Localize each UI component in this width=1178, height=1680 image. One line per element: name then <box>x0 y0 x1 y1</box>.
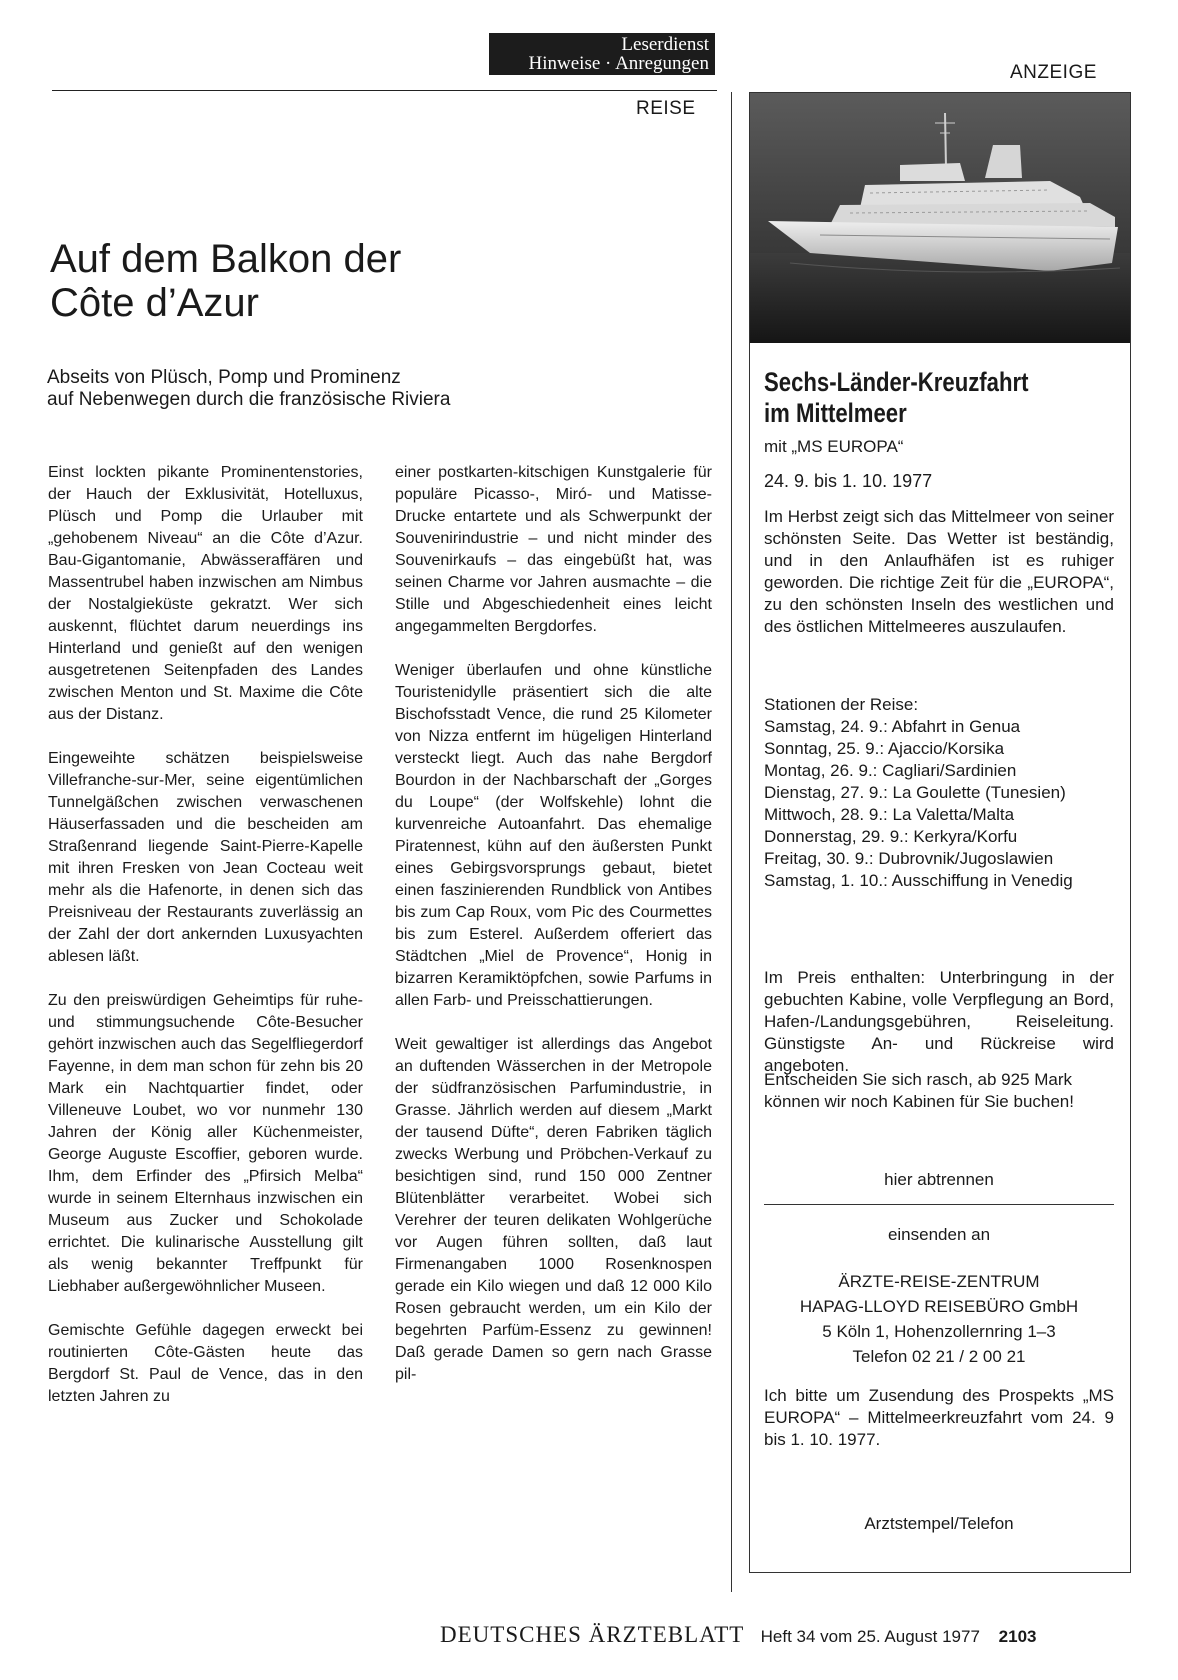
article-paragraph: Weniger überlaufen und ohne künstliche Touristenidylle präsentiert sich die alte Bischofsstadt Vence, die rund 25 Kilometer von Nizza entfernt im hügeligen Hinterland versteckt liegt. Auch das nahe Bergdorf Bourdon in der Nachbarschaft der „Gorges du Loupe“ (der Wolfskehle) lohnt die kurvenreiche Autoanfahrt. Das ehemalige Piratennest, kühn auf den äußersten Punkt eines Gebirgsvorsprungs gebaut, bietet einen faszinierenden Rundblick von Antibes bis zum Cap Roux, vom Pic des Courmettes bis zum Esterel. Außerdem offeriert das Städtchen „Miel de Provence“, Honig in bizarren Keramiktöpfchen, sowie Parfums in allen Farb- und Preisschattierungen. <box>395 662 712 1009</box>
tear-off-label: hier abtrennen <box>884 1170 994 1189</box>
ad-headline-line2: im Mittelmeer <box>764 398 907 428</box>
section-tag-line1: Leserdienst <box>621 34 709 55</box>
ad-dates: 24. 9. bis 1. 10. 1977 <box>764 471 933 491</box>
article-subtitle-line2: auf Nebenwegen durch die französische Riviera <box>47 389 451 410</box>
stamp-field-label: Arztstempel/Telefon <box>864 1514 1014 1533</box>
article-paragraph: Gemischte Gefühle dagegen erweckt bei routinierten Côte-Gästen heute das Bergdorf St. Paul de Vence, das in den letzten Jahren zu <box>48 1322 363 1405</box>
ad-intro: Im Herbst zeigt sich das Mittelmeer von seiner schönsten Seite. Das Wetter ist beständig, und in den Anlaufhäfen ist es ruhiger geworden. Die richtige Zeit für die „EUROPA“, zu den schönsten Inseln des westlichen und des östlichen Mittelmeeres auszulaufen. <box>764 507 1114 636</box>
article-column-1 <box>48 462 363 1430</box>
address-line: 5 Köln 1, Hohenzollernring 1–3 <box>822 1322 1056 1341</box>
station-item: Samstag, 1. 10.: Ausschiffung in Venedig <box>764 871 1073 890</box>
ad-ship-line: mit „MS EUROPA“ <box>764 437 904 456</box>
address-line: HAPAG-LLOYD REISEBÜRO GmbH <box>799 1297 1079 1316</box>
ad-address <box>764 1269 1114 1369</box>
station-item: Donnerstag, 29. 9.: Kerkyra/Korfu <box>764 827 1018 846</box>
article-column-2 <box>395 462 712 1408</box>
ad-headline-line1: Sechs-Länder-Kreuzfahrt <box>764 367 1029 397</box>
ad-stations <box>764 694 1116 892</box>
address-line: Telefon 02 21 / 2 00 21 <box>852 1347 1026 1366</box>
address-line: ÄRZTE-REISE-ZENTRUM <box>838 1272 1040 1291</box>
section-tag-line2: Hinweise · Anregungen <box>528 53 709 74</box>
article-paragraph: Einst lockten pikante Prominentenstories, der Hauch der Exklusivität, Hotelluxus, Plüsch und Pomp die Urlauber mit „gehobenem Niveau“ an die Côte d’Azur. Bau-Gigantomanie, Abwässeraffären und Massentrubel haben inzwischen am Nimbus der Nostalgieküste gekratzt. Wer sich auskennt, flüchtet darum neuerdings ins Hinterland und genießt auf den wenigen ausgetretenen Seitenpfaden des Landes zwischen Menton und St. Maxime die Côte aus der Distanz. <box>48 464 363 723</box>
article-paragraph: einer postkarten-kitschigen Kunstgalerie für populäre Picasso-, Miró- und Matisse-Drucke entartete und als Schwerpunkt der Souvenirindustrie – und nicht minder des Souvenirkaufs – das eingebüßt hat, was seinen Charme vor Jahren ausmachte – die Stille und Abgeschiedenheit eines leicht angegammelten Bergdorfes. <box>395 464 712 635</box>
ad-price-info: Im Preis enthalten: Unterbringung in der gebuchten Kabine, volle Verpflegung an Bord, Hafen-/Landungsgebühren, Reiseleitung. Günstigste An- und Rückreise wird angeboten. <box>764 968 1114 1075</box>
section-tag <box>489 33 715 75</box>
station-item: Mittwoch, 28. 9.: La Valetta/Malta <box>764 805 1015 824</box>
ad-stations-title: Stationen der Reise: <box>764 695 919 714</box>
ship-photo <box>750 93 1130 343</box>
brochure-request: Ich bitte um Zusendung des Prospekts „MS EUROPA“ – Mittelmeerkreuzfahrt vom 24. 9 bis 1. 10. 1977. <box>764 1386 1114 1449</box>
article-paragraph: Zu den preiswürdigen Geheimtips für ruhe- und stimmungsuchende Côte-Besucher gehört inzwischen auch das Segelfliegerdorf Fayenne, in dem man schon für zehn bis 20 Mark ein Nachtquartier findet, oder Villeneuve Loubet, wo vor nunmehr 130 Jahren der König aller Küchenmeister, George Auguste Escoffier, geboren wurde. Ihm, dem Erfinder des „Pfirsich Melba“ wurde in seinem Elternhaus inzwischen ein Museum aus Zucker und Schokolade errichtet. Die kulinarische Ausstellung gilt als wenig bekannter Treffpunkt für Liebhaber außergewöhnlicher Museen. <box>48 992 363 1295</box>
station-item: Sonntag, 25. 9.: Ajaccio/Korsika <box>764 739 1005 758</box>
page-number: 2103 <box>998 1627 1037 1646</box>
article-title-line2: Côte d’Azur <box>50 281 259 325</box>
article-paragraph: Eingeweihte schätzen beispielsweise Villefranche-sur-Mer, seine eigentümlichen Tunnelgäßchen zwischen verwaschenen Häuserfassaden und die bescheiden am Straßenrand liegende Saint-Pierre-Kapelle mit ihren Fresken von Jean Cocteau weit mehr als die Hafenorte, in denen sich das Preisniveau der Restaurants zuverlässig an der Zahl der dort ankernden Luxusyachten ablesen läßt. <box>48 750 363 965</box>
station-item: Samstag, 24. 9.: Abfahrt in Genua <box>764 717 1021 736</box>
station-item: Dienstag, 27. 9.: La Goulette (Tunesien) <box>764 783 1066 802</box>
ad-label: ANZEIGE <box>1010 62 1097 83</box>
header-rule <box>52 90 717 91</box>
station-item: Freitag, 30. 9.: Dubrovnik/Jugoslawien <box>764 849 1054 868</box>
station-item: Montag, 26. 9.: Cagliari/Sardinien <box>764 761 1017 780</box>
page-footer <box>440 1622 1140 1648</box>
article-paragraph: Weit gewaltiger ist allerdings das Angebot an duftenden Wässerchen in der Metropole der südfranzösischen Parfumindustrie, in Grasse. Jährlich werden auf diesem „Markt der tausend Düfte“, deren Fabriken täglich zwecks Werbung und Pröbchen-Verkauf zu besichtigen sind, rund 150 000 Zentner Blütenblätter verarbeitet. Wobei sich Verehrer der teuren delikaten Wohlgerüche vor Augen führen sollten, daß laut Firmenangaben 1000 Rosenknospen gerade ein Kilo wiegen und daß 12 000 Kilo Rosen gebraucht werden, um ein Kilo der begehrten Parfüm-Essenz zu gewinnen! Daß gerade Damen so gern nach Grasse pil- <box>395 1036 712 1383</box>
ad-booking-note: Entscheiden Sie sich rasch, ab 925 Mark können wir noch Kabinen für Sie buchen! <box>764 1070 1074 1111</box>
article-subtitle <box>47 367 687 411</box>
issue-info: Heft 34 vom 25. August 1977 <box>760 1627 980 1646</box>
section-label: REISE <box>636 98 696 119</box>
send-to-label: einsenden an <box>887 1225 991 1244</box>
article-subtitle-line1: Abseits von Plüsch, Pomp und Prominenz <box>47 367 401 388</box>
column-divider <box>731 92 732 1592</box>
ad-headline <box>764 367 1059 429</box>
cruise-ship-image <box>750 93 1130 343</box>
article-title-line1: Auf dem Balkon der <box>50 237 402 281</box>
tear-off-line <box>764 1204 1114 1205</box>
journal-name: DEUTSCHES ÄRZTEBLATT <box>440 1622 744 1647</box>
article-title <box>50 237 690 325</box>
